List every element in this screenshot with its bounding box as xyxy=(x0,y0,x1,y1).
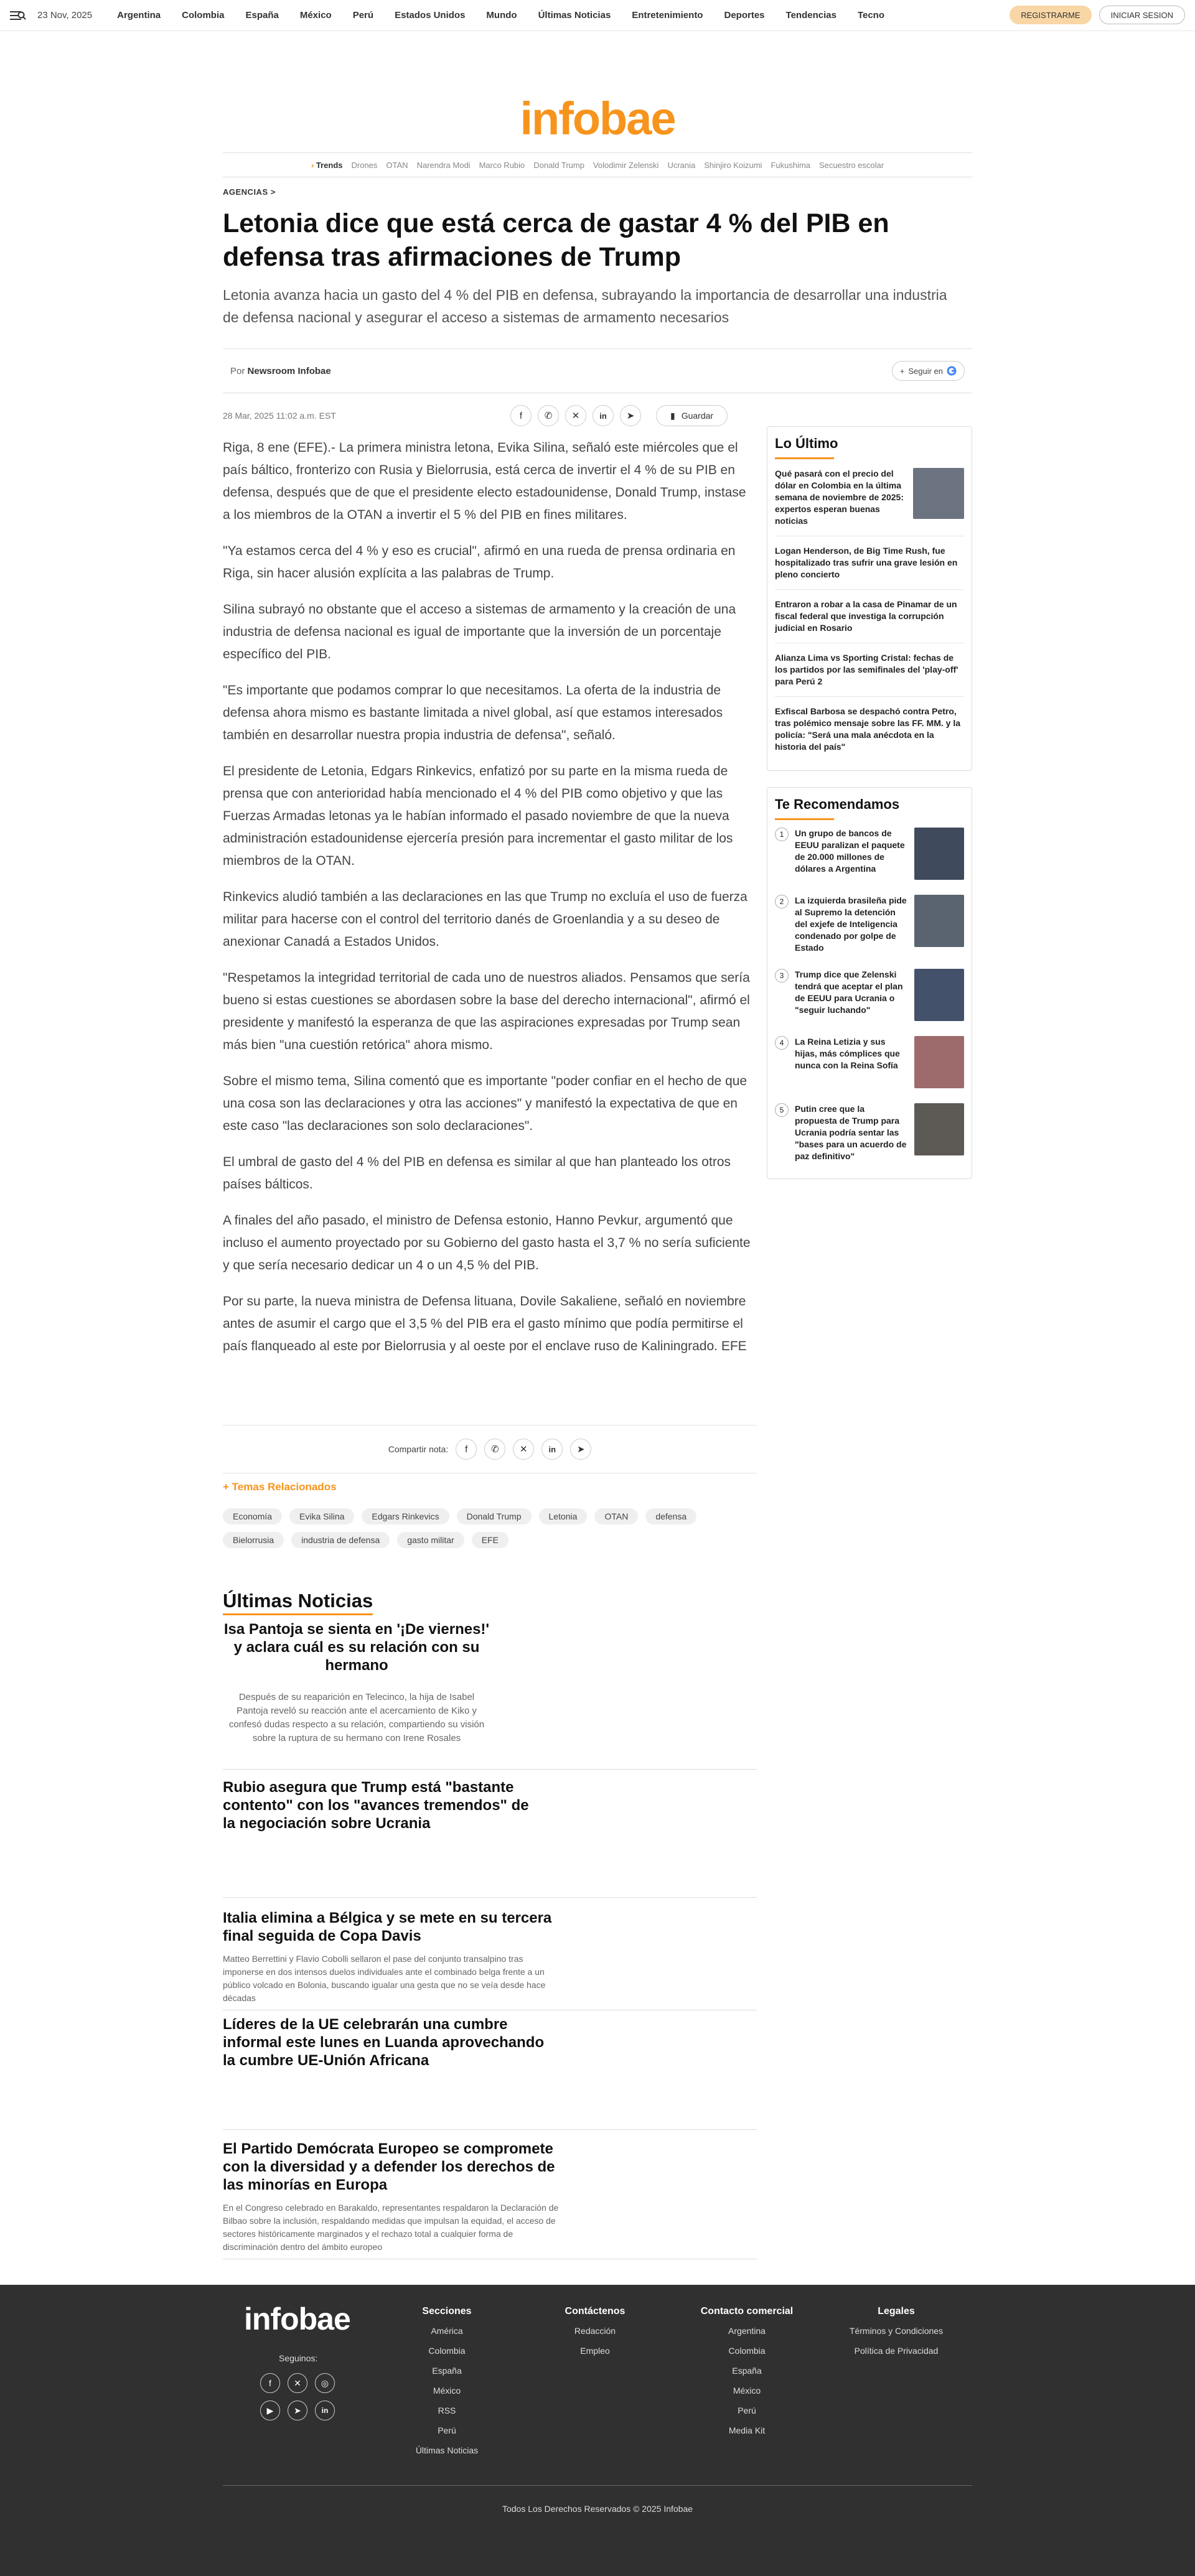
news-item[interactable] xyxy=(223,2130,757,2259)
nav-estados-unidos[interactable]: Estados Unidos xyxy=(395,10,466,21)
footer-social-row xyxy=(260,2401,335,2420)
recommended-thumbnail xyxy=(914,969,964,1021)
latest-thumbnail xyxy=(913,468,964,519)
trends-bar xyxy=(223,152,972,177)
footer-link[interactable]: Términos y Condiciones xyxy=(849,2326,944,2336)
footer-link[interactable]: Colombia xyxy=(428,2346,466,2356)
article-paragraph: El umbral de gasto del 4 % del PIB en defensa es similar al que han planteado los otros países bálticos. xyxy=(223,1155,731,1192)
follow-label: Seguir en xyxy=(908,366,943,376)
plus-icon: + xyxy=(223,1481,229,1493)
topic-tag[interactable]: Edgars Rinkevics xyxy=(362,1508,449,1524)
linkedin-icon[interactable]: in xyxy=(315,2401,335,2420)
topic-tag[interactable]: OTAN xyxy=(594,1508,638,1524)
nav-argentina[interactable]: Argentina xyxy=(117,10,161,21)
recommended-item[interactable]: 4 La Reina Letizia y sus hijas, más cómplices que nunca con la Reina Sofía xyxy=(775,1029,964,1096)
nav-mexico[interactable]: México xyxy=(299,10,332,21)
footer-col-title: Legales xyxy=(878,2306,915,2317)
footer-link[interactable]: Perú xyxy=(438,2425,456,2435)
news-headline[interactable]: Isa Pantoja se sienta en '¡De viernes!' y aclara cuál es su relación con su hermano xyxy=(223,1621,490,1674)
article-paragraph: Por su parte, la nueva ministra de Defensa lituana, Dovile Sakaliene, señaló en noviembre antes de asumir el cargo que el 3,5 % del PIB era el gasto mínimo que podía permitirse el país flanqueado al este por Bielorrusia y al oeste por el enclave ruso de Kaliningrado. EFE xyxy=(223,1294,747,1353)
nav-deportes[interactable]: Deportes xyxy=(724,10,765,21)
footer-link[interactable]: España xyxy=(732,2366,762,2376)
follow-label: Seguinos: xyxy=(279,2353,318,2363)
nav-colombia[interactable]: Colombia xyxy=(182,10,225,21)
latest-news-section xyxy=(223,1590,757,2259)
topic-tag[interactable]: Letonia xyxy=(539,1508,588,1524)
article-paragraph: A finales del año pasado, el ministro de Defensa estonio, Hanno Pevkur, argumentó que incluso el aumento proyectado por su Gobierno del gasto hasta el 3,7 % no sería suficiente y que sería necesario dedicar un 4 o un 4,5 % del PIB. xyxy=(223,1213,751,1272)
topic-tag[interactable]: industria de defensa xyxy=(291,1532,390,1548)
article-title: Letonia dice que está cerca de gastar 4 % del PIB en defensa tras afirmaciones de Trump xyxy=(223,208,889,272)
footer-link[interactable]: América xyxy=(431,2326,463,2336)
footer-link[interactable]: Últimas Noticias xyxy=(415,2445,479,2455)
footer xyxy=(0,2285,1195,2576)
latest-item[interactable]: Alianza Lima vs Sporting Cristal: fechas de los partidos por las semifinales del 'play-off' para Perú 2 xyxy=(775,643,964,697)
topic-tag[interactable]: Evika Silina xyxy=(289,1508,354,1524)
footer-link[interactable]: Argentina xyxy=(728,2326,766,2336)
article-paragraph: Rinkevics aludió también a las declaraciones en las que Trump no excluía el uso de fuerza militar para hacerse con el control del territorio danés de Groenlandia y a su deseo de anexionar Canadá a Estados Unidos. xyxy=(223,890,747,949)
topics-title: + Temas Relacionados xyxy=(223,1481,337,1493)
trend-item[interactable]: Fukushima xyxy=(771,160,811,170)
x-icon[interactable]: ✕ xyxy=(288,2373,307,2393)
footer-logo[interactable]: infobae xyxy=(244,2302,350,2336)
youtube-icon[interactable]: ▶ xyxy=(260,2401,280,2420)
article-paragraph: Sobre el mismo tema, Silina comentó que es importante "poder confiar en el hecho de que una cosa son las declaraciones y otra las acciones" y manifestó la expectativa de que en este caso "las declaraciones son solo declaraciones". xyxy=(223,1074,747,1133)
main-nav xyxy=(117,10,884,21)
article-paragraph: Riga, 8 ene (EFE).- La primera ministra letona, Evika Silina, señaló este miércoles que el país báltico, fronterizo con Rusia y Bielorrusia, está cerca de invertir el 4 % de su PIB en defensa, después que de que el presidente electo estadounidense, Donald Trump, instase a los miembros de la OTAN a invertir el 5 % del PIB en fines militares. xyxy=(223,441,746,522)
tag-list xyxy=(223,1508,746,1548)
news-headline[interactable]: Rubio asegura que Trump está "bastante contento" con los "avances tremendos" de la negociación sobre Ucrania xyxy=(223,1779,529,1832)
article xyxy=(223,187,972,1353)
save-button[interactable]: ▮ Guardar xyxy=(656,405,728,426)
current-date: 23 Nov, 2025 xyxy=(37,10,93,21)
telegram-icon[interactable]: ➤ xyxy=(570,1439,591,1460)
nav-entretenimiento[interactable]: Entretenimiento xyxy=(632,10,703,21)
latest-title: Lo Último xyxy=(775,436,964,459)
linkedin-icon[interactable]: in xyxy=(541,1439,563,1460)
footer-social-row xyxy=(260,2373,335,2393)
trend-item[interactable]: Narendra Modi xyxy=(416,160,471,170)
recommended-item[interactable]: 5 Putin cree que la propuesta de Trump para Ucrania podría sentar las "bases para un acuerdo de paz definitivo" xyxy=(775,1096,964,1170)
latest-box xyxy=(767,426,972,771)
section-breadcrumb[interactable]: AGENCIAS > xyxy=(223,187,276,197)
recommended-item[interactable]: 1 Un grupo de bancos de EEUU paralizan el paquete de 20.000 millones de dólares a Argentina xyxy=(775,820,964,887)
recommended-thumbnail xyxy=(914,1103,964,1155)
latest-item[interactable]: Qué pasará con el precio del dólar en Colombia en la última semana de noviembre de 2025: expertos esperan buenas noticias xyxy=(775,459,964,536)
telegram-icon[interactable]: ➤ xyxy=(288,2401,307,2420)
news-headline[interactable]: El Partido Demócrata Europeo se compromete con la diversidad y a defender los derechos de las minorías en Europa xyxy=(223,2140,555,2193)
footer-col-secciones xyxy=(403,2305,490,2460)
copyright: Todos Los Derechos Reservados © 2025 Infobae xyxy=(502,2504,693,2514)
footer-col-contacto-comercial xyxy=(691,2305,803,2440)
footer-col-title: Contacto comercial xyxy=(700,2306,794,2317)
latest-item[interactable]: Entraron a robar a la casa de Pinamar de un fiscal federal que investiga la corrupción judicial en Rosario xyxy=(775,590,964,643)
news-headline[interactable]: Italia elimina a Bélgica y se mete en su tercera final seguida de Copa Davis xyxy=(223,1910,552,1944)
news-item[interactable] xyxy=(223,1898,757,2010)
register-button[interactable]: REGISTRARME xyxy=(1010,6,1091,24)
trend-item[interactable]: Ucrania xyxy=(667,160,696,170)
news-summary: Después de su reaparición en Telecinco, la hija de Isabel Pantoja reveló su reacción ante el acercamiento de Kiko y confesó dudas respecto a su relación, compartiendo su visión sobre la ruptura de su hermano con Irene Rosales xyxy=(228,1692,485,1743)
instagram-icon[interactable]: ◎ xyxy=(315,2373,335,2393)
trends-label: › Trends xyxy=(311,160,343,170)
share-label: Compartir nota: xyxy=(388,1444,449,1454)
whatsapp-icon[interactable]: ✆ xyxy=(538,405,559,426)
google-icon xyxy=(947,366,957,376)
trend-item[interactable]: OTAN xyxy=(386,160,408,170)
topic-tag[interactable]: EFE xyxy=(472,1532,508,1548)
footer-col-contactenos xyxy=(551,2305,639,2361)
trend-arrow-icon: › xyxy=(311,160,314,170)
nav-tecno[interactable]: Tecno xyxy=(857,10,884,21)
author-name[interactable]: Newsroom Infobae xyxy=(247,365,331,376)
share-top xyxy=(510,405,728,426)
facebook-icon[interactable]: f xyxy=(456,1439,477,1460)
sidebar xyxy=(767,426,972,1179)
footer-link[interactable]: RSS xyxy=(438,2406,456,2415)
facebook-icon[interactable]: f xyxy=(260,2373,280,2393)
bookmark-icon: ▮ xyxy=(670,410,675,421)
nav-peru[interactable]: Perú xyxy=(352,10,374,21)
article-subtitle: Letonia avanza hacia un gasto del 4 % del PIB en defensa, subrayando la importancia de desarrollar una industria de defensa nacional y asegurar el acceso a sistemas de armamento necesarios xyxy=(223,287,947,325)
recommended-thumbnail xyxy=(914,895,964,947)
nav-ultimas-noticias[interactable]: Últimas Noticias xyxy=(538,10,611,21)
facebook-icon[interactable]: f xyxy=(510,405,532,426)
footer-link[interactable]: Política de Privacidad xyxy=(854,2346,939,2356)
footer-link[interactable]: Colombia xyxy=(728,2346,766,2356)
footer-divider xyxy=(223,2485,972,2486)
trend-item[interactable]: Marco Rubio xyxy=(479,160,525,170)
trend-item[interactable]: Donald Trump xyxy=(533,160,584,170)
latest-item[interactable]: Exfiscal Barbosa se despachó contra Petro, tras polémico mensaje sobre las FF. MM. y la policía: "Será una mala anécdota en la historia del país" xyxy=(775,706,960,752)
trend-item[interactable]: Drones xyxy=(351,160,378,170)
topic-tag[interactable]: gasto militar xyxy=(397,1532,464,1548)
publish-date: 28 Mar, 2025 11:02 a.m. EST xyxy=(223,411,336,421)
topic-tag[interactable]: Economía xyxy=(223,1508,282,1524)
nav-espana[interactable]: España xyxy=(245,10,279,21)
footer-link[interactable]: México xyxy=(433,2386,461,2396)
follow-google-button[interactable] xyxy=(892,361,965,381)
menu-search-icon[interactable] xyxy=(10,9,27,22)
linkedin-icon[interactable]: in xyxy=(593,405,614,426)
topic-tag[interactable]: Donald Trump xyxy=(457,1508,532,1524)
x-icon[interactable]: ✕ xyxy=(565,405,586,426)
news-summary: En el Congreso celebrado en Barakaldo, representantes respaldaron la Declaración de Bilbao sobre la inclusión, respaldando medidas que impulsan la equidad, el acceso de sectores históricamente marginados y el rechazo total a cualquier forma de discriminación dentro del ámbito europeo xyxy=(223,2203,559,2252)
article-meta xyxy=(223,403,757,428)
trend-item[interactable]: Secuestro escolar xyxy=(819,160,884,170)
article-paragraph: "Es importante que podamos comprar lo que necesitamos. La oferta de la industria de defensa ahora mismo es bastante limitada a nivel global, así que estamos interesados también en desarrollar nuestra propia industria de defensa", señaló. xyxy=(223,683,723,742)
latest-item[interactable]: Logan Henderson, de Big Time Rush, fue hospitalizado tras sufrir una grave lesión en pleno concierto xyxy=(775,536,964,590)
related-topics xyxy=(223,1481,757,1548)
recommended-box xyxy=(767,787,972,1179)
whatsapp-icon[interactable]: ✆ xyxy=(484,1439,505,1460)
recommended-thumbnail xyxy=(914,828,964,880)
telegram-icon[interactable]: ➤ xyxy=(620,405,641,426)
footer-link[interactable]: Redacción xyxy=(574,2326,616,2336)
nav-mundo[interactable]: Mundo xyxy=(486,10,517,21)
article-paragraph: "Respetamos la integridad territorial de cada uno de nuestros aliados. Pensamos que sería bueno si estas cuestiones se abordasen sobre la base del derecho internacional", afirmó el presidente y manifestó la esperanza de que las aspiraciones expresadas por Trump sean más bien "una cuestión retórica" ahora mismo. xyxy=(223,971,750,1052)
recommended-thumbnail xyxy=(914,1036,964,1088)
news-item[interactable] xyxy=(223,1770,757,1898)
latest-news-title: Últimas Noticias xyxy=(223,1590,373,1615)
topic-tag[interactable]: defensa xyxy=(645,1508,696,1524)
top-navbar xyxy=(0,0,1195,31)
login-button[interactable]: INICIAR SESION xyxy=(1099,6,1185,24)
trend-item[interactable]: Shinjiro Koizumi xyxy=(704,160,762,170)
article-paragraph: Silina subrayó no obstante que el acceso a sistemas de armamento y la creación de una industria de defensa nacional es igual de importante que la inversión de un porcentaje específico del PIB. xyxy=(223,602,736,661)
x-icon[interactable]: ✕ xyxy=(513,1439,534,1460)
plus-icon: + xyxy=(899,366,905,376)
article-paragraph: "Ya estamos cerca del 4 % y eso es crucial", afirmó en una rueda de prensa ordinaria en Riga, sin hacer alusión explícita a las palabras de Trump. xyxy=(223,544,736,581)
news-item[interactable] xyxy=(223,1615,757,1770)
news-headline[interactable]: Líderes de la UE celebrarán una cumbre informal este lunes en Luanda aprovechando la cumbre UE-Unión Africana xyxy=(223,2016,545,2069)
footer-link[interactable]: Empleo xyxy=(580,2346,610,2356)
news-item[interactable] xyxy=(223,2010,757,2130)
share-bottom xyxy=(223,1425,757,1473)
footer-link[interactable]: Media Kit xyxy=(728,2425,766,2435)
trend-item[interactable]: Volodimir Zelenski xyxy=(593,160,659,170)
nav-tendencias[interactable]: Tendencias xyxy=(785,10,836,21)
footer-link[interactable]: España xyxy=(432,2366,462,2376)
article-paragraph: El presidente de Letonia, Edgars Rinkevics, enfatizó por su parte en la misma rueda de prensa que con anterioridad había mencionado el 4 % del PIB como objetivo y que las Fuerzas Armadas letonas ya le habían informado el pasado noviembre de que la nueva administración estadounidense ejercería presión para incrementar el gasto militar de los miembros de la OTAN. xyxy=(223,764,733,868)
footer-link[interactable]: Perú xyxy=(738,2406,756,2415)
recommended-item[interactable]: 3 Trump dice que Zelenski tendrá que aceptar el plan de EEUU para Ucrania o "seguir luchando" xyxy=(775,961,964,1029)
site-logo[interactable]: infobae xyxy=(520,93,675,144)
recommended-item[interactable]: 2 La izquierda brasileña pide al Supremo la detención del exjefe de Inteligencia condenado por golpe de Estado xyxy=(775,887,964,961)
footer-col-legales xyxy=(840,2305,952,2361)
footer-col-title: Secciones xyxy=(422,2306,472,2317)
byline xyxy=(223,348,972,393)
news-summary: Matteo Berrettini y Flavio Cobolli sellaron el pase del conjunto transalpino tras imponerse en dos intensos duelos individuales ante el combinado belga frente a un público volcado en Bolonia, buscando igualar una gesta que no se veía desde hace décadas xyxy=(223,1954,546,2003)
author-line: Por Newsroom Infobae xyxy=(230,365,331,376)
topic-tag[interactable]: Bielorrusia xyxy=(223,1532,284,1548)
recommended-title: Te Recomendamos xyxy=(775,796,964,820)
article-body xyxy=(223,437,757,1371)
footer-link[interactable]: México xyxy=(733,2386,761,2396)
footer-col-title: Contáctenos xyxy=(565,2306,626,2317)
